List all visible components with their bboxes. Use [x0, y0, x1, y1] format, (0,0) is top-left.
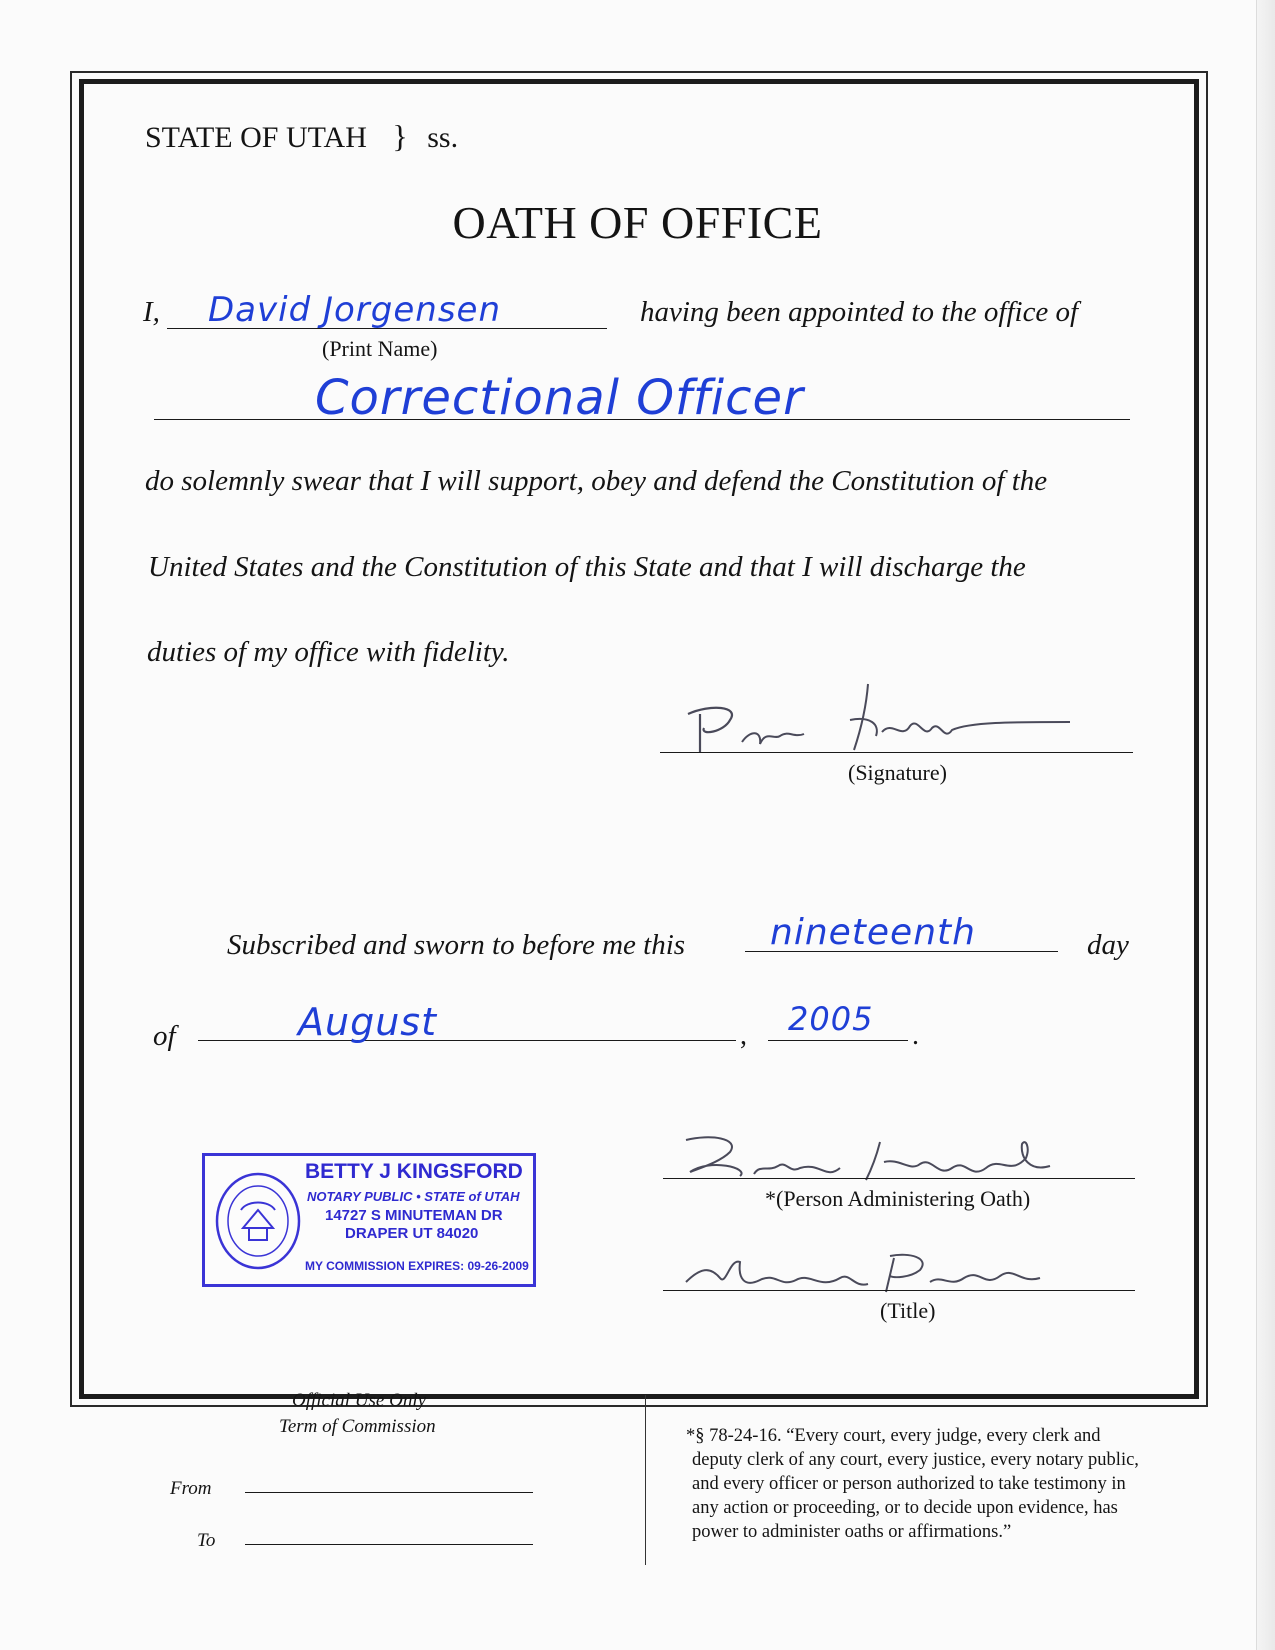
date-comma: , [740, 1020, 747, 1051]
oath-line-2: United States and the Constitution of this State and that I will discharge the [148, 551, 1026, 583]
oath-line-3: duties of my office with fidelity. [147, 636, 510, 668]
title-line [663, 1290, 1135, 1291]
year-line [768, 1040, 908, 1041]
statute-line-3: and every officer or person authorized to take testimony in [692, 1474, 1126, 1494]
of-label: of [153, 1020, 176, 1052]
day-value: nineteenth [770, 912, 976, 953]
term-of-commission: Term of Commission [279, 1416, 436, 1437]
ss-label: ss. [427, 121, 459, 154]
appointed-text: having been appointed to the office of [640, 296, 1079, 328]
day-label: day [1087, 929, 1129, 961]
year-value: 2005 [788, 1000, 874, 1038]
signature-caption: (Signature) [848, 760, 947, 785]
date-period: . [912, 1020, 919, 1051]
state-seal-icon [213, 1170, 303, 1272]
oath-taker-signature [670, 680, 1100, 760]
notary-name: BETTY J KINGSFORD [305, 1160, 523, 1183]
notary-line-2: 14727 S MINUTEMAN DR [325, 1207, 503, 1224]
administrator-line [663, 1178, 1135, 1179]
from-label: From [170, 1478, 212, 1499]
from-line[interactable] [245, 1492, 533, 1493]
administrator-signature [670, 1128, 1110, 1188]
month-value: August [298, 1000, 437, 1044]
oath-line-1: do solemnly swear that I will support, obey and defend the Constitution of the [145, 465, 1048, 497]
state-label: STATE OF UTAH [145, 121, 367, 154]
to-label: To [197, 1530, 216, 1551]
notary-line-4: MY COMMISSION EXPIRES: 09-26-2009 [305, 1259, 529, 1273]
subscribed-text: Subscribed and sworn to before me this [227, 929, 686, 961]
office-value: Correctional Officer [315, 370, 804, 426]
name-caption: (Print Name) [322, 336, 438, 361]
notary-line-3: DRAPER UT 84020 [345, 1225, 479, 1242]
notary-line-1: NOTARY PUBLIC • STATE of UTAH [307, 1189, 520, 1204]
brace: } [392, 118, 408, 154]
statute-line-4: any action or proceeding, or to decide upon evidence, has [692, 1498, 1118, 1518]
statute-line-2: deputy clerk of any court, every justice, every notary public, [692, 1450, 1139, 1470]
footer-divider [645, 1395, 646, 1565]
statute-line-5: power to administer oaths or affirmations.” [692, 1522, 1012, 1542]
oath-intro: I, [143, 296, 160, 328]
title-caption: (Title) [880, 1298, 936, 1323]
statute-line-1: *§ 78-24-16. “Every court, every judge, every clerk and [686, 1426, 1101, 1446]
month-line [198, 1040, 736, 1041]
state-heading [145, 118, 458, 155]
document-title: OATH OF OFFICE [452, 197, 823, 248]
signature-line [660, 752, 1133, 753]
administrator-caption: *(Person Administering Oath) [765, 1186, 1031, 1211]
notary-stamp [202, 1153, 536, 1287]
official-use-heading: Official Use Only [292, 1390, 427, 1411]
to-line[interactable] [245, 1544, 533, 1545]
name-value: David Jorgensen [208, 290, 502, 330]
